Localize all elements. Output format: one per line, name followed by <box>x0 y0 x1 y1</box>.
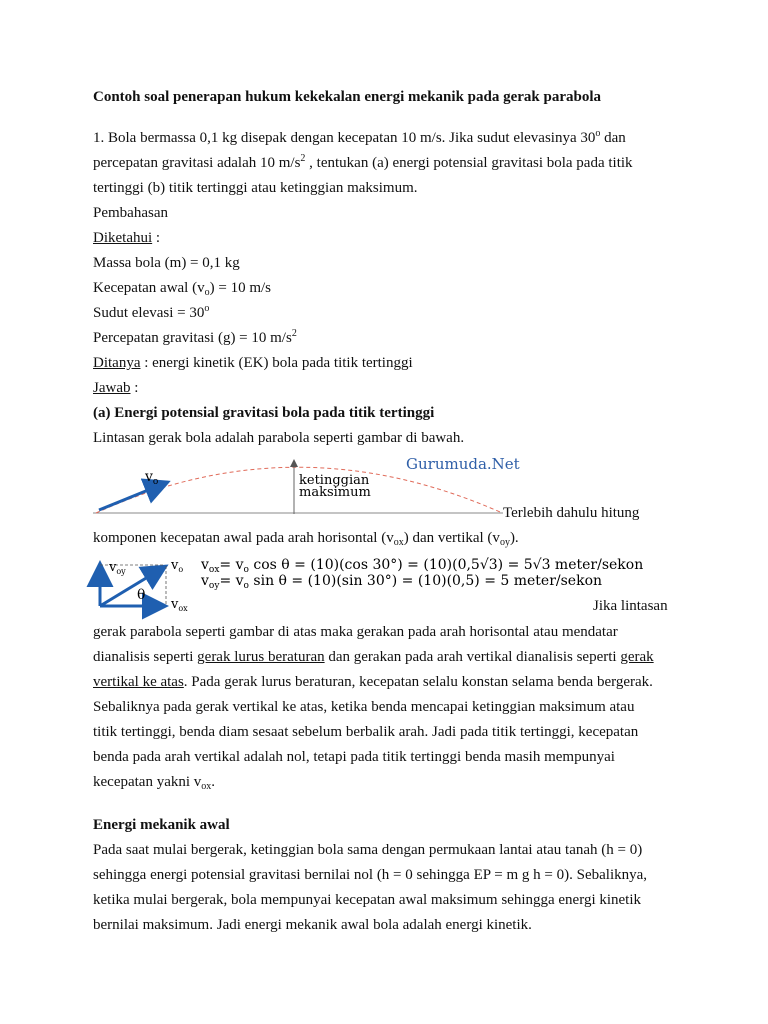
problem-line-2: percepatan gravitasi adalah 10 $m/s^2$ , tentukan (a) energi potensial gravitasi bola pada titik <box>93 153 633 171</box>
vox-equation: $v_{ox}= v_o$ cos θ = (10)(cos 30°) = (10)(0,5√3) = 5√3 meter/sekon <box>201 557 644 575</box>
gravitasi-line: Percepatan gravitasi (g) = 10 $m/s^2$ <box>93 328 297 346</box>
jawab-line: Jawab : <box>93 380 139 396</box>
para1-line-2: dianalisis seperti gerak lurus beraturan dan gerakan pada arah vertikal dianalisis seperti gerak <box>93 649 654 665</box>
link-gerak-vertikal-part1[interactable]: gerak <box>620 649 654 665</box>
diketahui-line: Diketahui : <box>93 230 161 246</box>
komponen-line: komponen kecepatan awal pada arah horisontal $(v_{ox})$ dan vertikal $(v_{oy})$. <box>93 530 519 548</box>
problem-line-3: tertinggi (b) titik tertinggi atau ketinggian maksimum. <box>93 180 418 196</box>
jika-text: Jika lintasan <box>593 598 668 614</box>
sudut-line: Sudut elevasi = $30^o$ <box>93 303 210 321</box>
diketahui-link[interactable]: Diketahui <box>93 230 153 246</box>
para2-line-1: Pada saat mulai bergerak, ketinggian bola sama dengan permukaan lantai atau tanah (h = 0) <box>93 842 643 858</box>
para1-line-3: vertikal ke atas. Pada gerak lurus beraturan, kecepatan selalu konstan selama benda bergerak. <box>93 674 653 690</box>
heading-energi-mekanik-awal: Energi mekanik awal <box>93 817 230 833</box>
lintasan-line: Lintasan gerak bola adalah parabola seperti gambar di bawah. <box>93 430 465 446</box>
para1-line-6: benda pada arah vertikal adalah nol, tetapi pada titik tertinggi benda masih mempunyai <box>93 749 615 765</box>
massa-line: Massa bola (m) = 0,1 kg <box>93 255 240 271</box>
problem-line-1: 1. Bola bermassa 0,1 kg disepak dengan kecepatan 10 m/s. Jika sudut elevasinya 30$^o$ dan <box>93 128 626 146</box>
maksimum-label: maksimum <box>299 485 371 500</box>
jawab-link[interactable]: Jawab <box>93 380 131 396</box>
para1-line-5: titik tertinggi, benda diam sesaat sebelum berbalik arah. Jadi pada titik tertinggi, kecepatan <box>93 724 639 740</box>
voy-label: $v_{oy}$ <box>109 560 126 576</box>
trajectory-figure <box>93 452 523 520</box>
para2-line-4: bernilai maksimum. Jadi energi mekanik awal bola adalah energi kinetik. <box>93 917 532 933</box>
ditanya-link[interactable]: Ditanya <box>93 355 141 371</box>
vo-label: $v_o$ <box>171 558 184 574</box>
ditanya-line: Ditanya : energi kinetik (EK) bola pada titik tertinggi <box>93 355 413 371</box>
link-gerak-lurus-beraturan[interactable]: gerak lurus beraturan <box>197 649 325 665</box>
para1-line-4: Sebaliknya pada gerak vertikal ke atas, ketika benda mencapai ketinggian maksimum atau <box>93 699 635 715</box>
para1-line-7: kecepatan yakni $v_{ox}$. <box>93 774 216 792</box>
vox-label: $v_{ox}$ <box>171 597 188 613</box>
voy-equation: $v_{oy}= v_o$ sin θ = (10)(sin 30°) = (10)(0,5) = 5 meter/sekon <box>201 573 603 591</box>
pembahasan-label: Pembahasan <box>93 205 168 221</box>
ketinggian-label: ketinggian <box>299 473 370 488</box>
v0-label: $v_o$ <box>145 469 159 487</box>
parabola-path <box>96 467 500 513</box>
kecepatan-line: Kecepatan awal $(v_o) = 10$ m/s <box>93 280 271 298</box>
para1-line-1: gerak parabola seperti gambar di atas maka gerakan pada arah horisontal atau mendatar <box>93 624 618 640</box>
document-title: Contoh soal penerapan hukum kekekalan energi mekanik pada gerak parabola <box>93 89 602 105</box>
theta-label: θ <box>137 587 146 603</box>
heading-energi-potensial: (a) Energi potensial gravitasi bola pada titik tertinggi <box>93 405 435 421</box>
para2-line-3: ketika mulai bergerak, bola mempunyai kecepatan awal maksimum sehingga energi kinetik <box>93 892 642 908</box>
link-gerak-vertikal-part2[interactable]: vertikal ke atas <box>93 674 184 690</box>
terlebih-text: Terlebih dahulu hitung <box>503 505 640 521</box>
watermark-text: Gurumuda.Net <box>406 455 520 473</box>
para2-line-2: sehingga energi potensial gravitasi bernilai nol (h = 0 sehingga EP = m g h = 0). Sebaliknya, <box>93 867 648 883</box>
